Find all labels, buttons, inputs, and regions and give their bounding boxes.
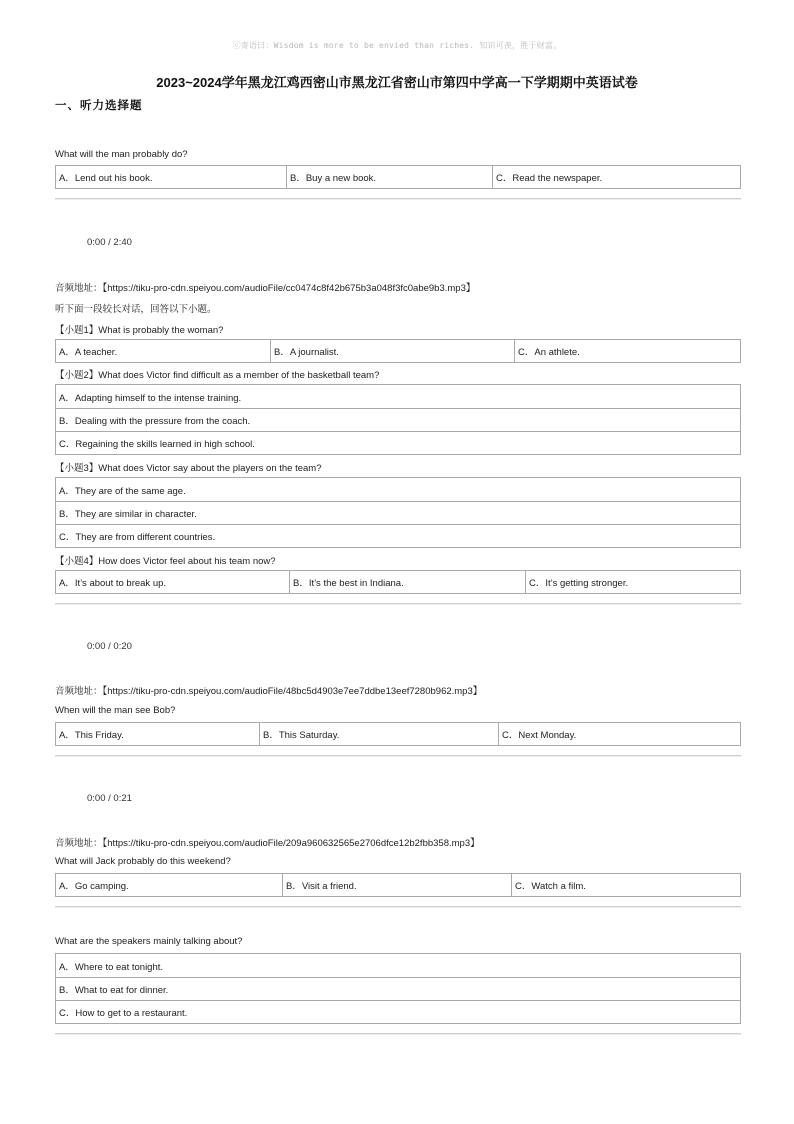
sub3-option-c[interactable]: C．They are from different countries. [56, 524, 740, 547]
sub4-option-a[interactable]: A．It’s about to break up. [59, 578, 167, 589]
q4-option-a[interactable]: A．Go camping. [59, 881, 129, 892]
sub3-option-a[interactable]: A．They are of the same age. [59, 485, 186, 497]
sub-question-4: 【小题4】How does Victor feel about his team now? [55, 556, 276, 567]
section-heading: 一、听力选择题 [55, 98, 143, 112]
divider [55, 1033, 741, 1035]
q3-option-c[interactable]: C．Next Monday. [498, 723, 740, 745]
q4-option-b[interactable]: B．Visit a friend. [282, 874, 511, 896]
q1-option-a[interactable]: A．Lend out his book. [59, 173, 153, 184]
watermark: ⓒ寄语曰：Wisdom is more to be envied than riches. 知识可羡，胜于财富。 [232, 41, 562, 50]
sub3-options [55, 477, 741, 548]
page-title: 2023~2024学年黑龙江鸡西密山市黑龙江省密山市第四中学高一下学期期中英语试卷 [156, 75, 638, 90]
audio-url-link[interactable]: 【https://tiku-pro-cdn.speiyou.com/audioFile/cc0474c8f42b675b3a048f3fc0abe9b3.mp3】 [102, 283, 476, 294]
sub2-option-c[interactable]: C．Regaining the skills learned in high school. [56, 431, 740, 454]
question-3: When will the man see Bob? [55, 705, 176, 716]
audio-url-2 [55, 683, 482, 697]
audio-player-time[interactable]: 0:00 / 2:40 [87, 237, 132, 248]
audio-url-label: 音频地址： [55, 838, 103, 849]
q1-option-c[interactable]: C．Read the newspaper. [492, 166, 740, 188]
q1-option-b[interactable]: B．Buy a new book. [286, 166, 492, 188]
question-5: What are the speakers mainly talking about? [55, 936, 243, 947]
divider [55, 906, 741, 908]
q4-options [55, 873, 741, 897]
audio-url-label: 音频地址： [55, 283, 103, 294]
audio-url-label: 音频地址： [55, 686, 103, 697]
divider [55, 755, 741, 757]
sub1-options [55, 339, 741, 363]
q5-option-b[interactable]: B．What to eat for dinner. [56, 977, 740, 1000]
sub4-option-b[interactable]: B．It’s the best in Indiana. [289, 571, 525, 593]
audio-url-link[interactable]: 【https://tiku-pro-cdn.speiyou.com/audioFile/48bc5d4903e7ee7ddbe13eef7280b962.mp3】 [102, 686, 483, 697]
sub3-option-b[interactable]: B．They are similar in character. [56, 501, 740, 524]
q1-options [55, 165, 741, 189]
divider [55, 198, 741, 200]
q5-option-c[interactable]: C．How to get to a restaurant. [56, 1000, 740, 1023]
q4-option-c[interactable]: C．Watch a film. [511, 874, 740, 896]
sub2-option-a[interactable]: A．Adapting himself to the intense training. [59, 392, 242, 404]
sub4-option-c[interactable]: C．It’s getting stronger. [525, 571, 740, 593]
q5-options [55, 953, 741, 1024]
audio-player-time[interactable]: 0:00 / 0:20 [87, 641, 132, 652]
q3-options [55, 722, 741, 746]
sub1-option-b[interactable]: B．A journalist. [270, 340, 514, 362]
audio-url-1 [55, 280, 475, 294]
sub2-options [55, 384, 741, 455]
audio-url-link[interactable]: 【https://tiku-pro-cdn.speiyou.com/audioFile/209a960632565e2706dfce12b2fbb358.mp3】 [102, 838, 480, 849]
audio-player-time[interactable]: 0:00 / 0:21 [87, 793, 132, 804]
sub4-options [55, 570, 741, 594]
sub1-option-a[interactable]: A．A teacher. [59, 347, 118, 358]
question-1: What will the man probably do? [55, 149, 188, 160]
audio-url-3 [55, 835, 480, 849]
q5-option-a[interactable]: A．Where to eat tonight. [59, 961, 164, 973]
sub-question-1: 【小题1】What is probably the woman? [55, 325, 224, 336]
q3-option-a[interactable]: A．This Friday. [59, 730, 124, 741]
sub1-option-c[interactable]: C．An athlete. [514, 340, 740, 362]
divider [55, 603, 741, 605]
question-4: What will Jack probably do this weekend? [55, 856, 231, 867]
q3-option-b[interactable]: B．This Saturday. [259, 723, 498, 745]
sub-question-2: 【小题2】What does Victor find difficult as a member of the basketball team? [55, 370, 380, 381]
sub-question-3: 【小题3】What does Victor say about the players on the team? [55, 463, 322, 474]
sub2-option-b[interactable]: B．Dealing with the pressure from the coach. [56, 408, 740, 431]
instruction: 听下面一段较长对话，回答以下小题。 [55, 304, 217, 315]
